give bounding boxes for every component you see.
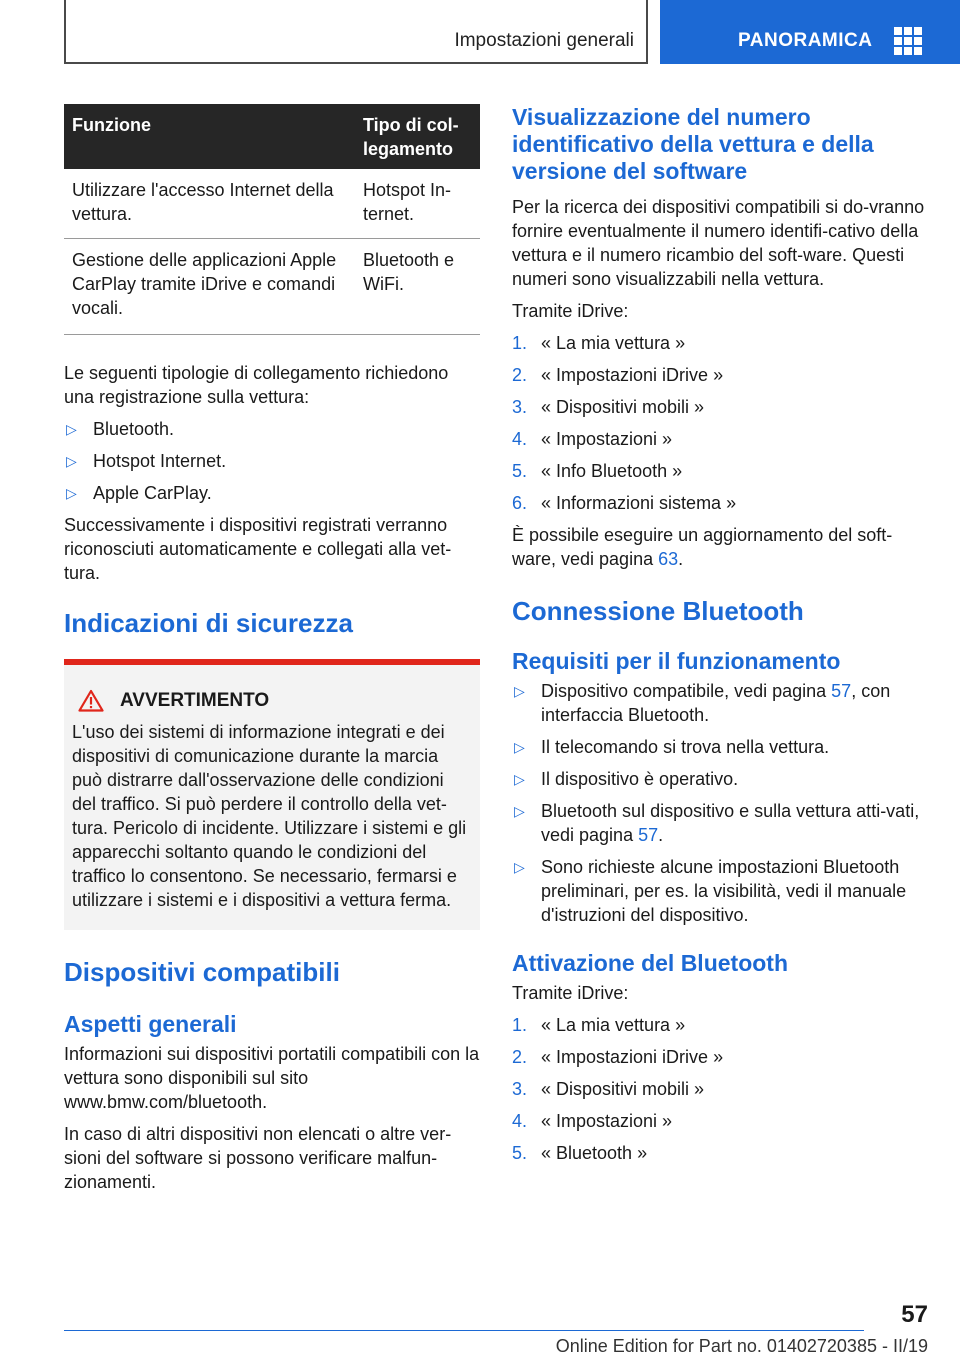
registration-intro: Le seguenti tipologie di collegamento richiedono una registrazione sulla vettura:: [64, 363, 449, 407]
grid-icon: [894, 27, 922, 55]
triangle-bullet-icon: ▷: [66, 421, 77, 437]
triangle-bullet-icon: ▷: [514, 859, 525, 875]
warning-header: [78, 689, 472, 712]
activation-heading: Attivazione del Bluetooth: [512, 950, 788, 976]
list-item: ▷ Apple CarPlay.: [66, 483, 212, 503]
list-item: ▷ Dispositivo compatibile, vedi pagina 57, con interfaccia Bluetooth.: [514, 681, 891, 725]
page-link[interactable]: 57: [831, 681, 852, 701]
header-box: [64, 0, 648, 64]
list-item: 1. « La mia vettura »: [512, 1015, 686, 1035]
paragraph: Informazioni sui dispositivi portatili compatibili con la vettura sono disponibili sul sito www.bmw.com/bluetooth.: [64, 1044, 480, 1112]
overview-tab-label: PANORAMICA: [738, 30, 873, 51]
page-number: 57: [901, 1301, 928, 1328]
right-column: [512, 104, 932, 1165]
warning-triangle-icon: [78, 689, 104, 712]
warning-text: L'uso dei sistemi di informazione integrati e dei dispositivi di comunicazione durante la marcia può distrarre dall'osservazione delle condizioni del traffico. Si può perdere il controllo della vet-tura. Pericolo di incidente. Utilizzare i sistemi e gli apparecchi soltanto quando le condizioni del traffico lo consentono. Se necessario, fermarsi e utilizzare i sistemi e i dispositivi a vettura ferma.: [72, 722, 467, 910]
list-item: ▷ Sono richieste alcune impostazioni Bluetooth preliminari, per es. la visibilità, vedi il manuale d'istruzioni del dispositivo.: [514, 857, 907, 925]
table-cell: Gestione delle applicazioni Apple CarPlay tramite iDrive e comandi vocali.: [64, 239, 355, 335]
paragraph: Successivamente i dispositivi registrati verranno riconosciuti automaticamente e collegati alla vet-tura.: [64, 515, 452, 583]
via-idrive-label: Tramite iDrive:: [512, 983, 629, 1003]
bluetooth-connection-heading: Connessione Bluetooth: [512, 596, 804, 626]
left-column: [64, 104, 480, 1194]
connection-table: [64, 104, 480, 335]
triangle-bullet-icon: ▷: [514, 683, 525, 699]
warning-title: AVVERTIMENTO: [120, 689, 270, 711]
list-item: 6. « Informazioni sistema »: [512, 493, 737, 513]
triangle-bullet-icon: ▷: [514, 771, 525, 787]
list-item: 2. « Impostazioni iDrive »: [512, 365, 724, 385]
triangle-bullet-icon: ▷: [514, 739, 525, 755]
table-row: [64, 169, 480, 239]
list-item: 2. « Impostazioni iDrive »: [512, 1047, 724, 1067]
list-item: ▷ Il dispositivo è operativo.: [514, 769, 739, 789]
col-header-function: Funzione: [64, 104, 355, 169]
table-row: [64, 239, 480, 335]
list-item: 4. « Impostazioni »: [512, 1111, 673, 1131]
page-link[interactable]: 63: [658, 549, 679, 569]
list-item: 5. « Info Bluetooth »: [512, 461, 683, 481]
list-item: ▷ Il telecomando si trova nella vettura.: [514, 737, 830, 757]
warning-box: [64, 659, 480, 930]
section-title: Impostazioni generali: [454, 30, 634, 51]
list-item: ▷ Bluetooth sul dispositivo e sulla vettura atti-vati, vedi pagina 57.: [514, 801, 920, 845]
general-heading: Aspetti generali: [64, 1011, 237, 1037]
requirements-heading: Requisiti per il funzionamento: [512, 648, 841, 674]
list-item: ▷ Bluetooth.: [66, 419, 175, 439]
page-link[interactable]: 57: [638, 825, 659, 845]
triangle-bullet-icon: ▷: [66, 485, 77, 501]
list-item: 5. « Bluetooth »: [512, 1143, 648, 1163]
table-cell: Utilizzare l'accesso Internet della vettura.: [64, 169, 355, 239]
list-item: ▷ Hotspot Internet.: [66, 451, 227, 471]
identification-heading: Visualizzazione del numero identificativo della vettura e della versione del software: [512, 104, 874, 184]
table-cell: Hotspot In- ternet.: [355, 169, 480, 239]
list-item: 1. « La mia vettura »: [512, 333, 686, 353]
list-item: 3. « Dispositivi mobili »: [512, 1079, 705, 1099]
via-idrive-label: Tramite iDrive:: [512, 301, 629, 321]
table-cell: Bluetooth e WiFi.: [355, 239, 480, 335]
update-paragraph: È possibile eseguire un aggiornamento del soft-ware, vedi pagina 63.: [512, 525, 893, 569]
footer-divider: [64, 1330, 864, 1331]
triangle-bullet-icon: ▷: [514, 803, 525, 819]
list-item: 3. « Dispositivi mobili »: [512, 397, 705, 417]
triangle-bullet-icon: ▷: [66, 453, 77, 469]
col-header-type: Tipo di col- legamento: [355, 104, 480, 169]
list-item: 4. « Impostazioni »: [512, 429, 673, 449]
overview-tab[interactable]: [660, 0, 960, 64]
safety-heading: Indicazioni di sicurezza: [64, 608, 353, 638]
edition-footer: Online Edition for Part no. 01402720385 - II/19: [555, 1336, 928, 1356]
compatible-devices-heading: Dispositivi compatibili: [64, 957, 340, 987]
table-header-row: [64, 104, 480, 169]
paragraph: Per la ricerca dei dispositivi compatibili si do-vranno fornire eventualmente il numero identifi-cativo della vettura e il numero ricambio del soft-ware. Questi numeri sono visualizzabili nella vettura.: [512, 197, 925, 289]
paragraph: In caso di altri dispositivi non elencati o altre ver-sioni del software si possono verificare malfun-zionamenti.: [64, 1124, 452, 1192]
